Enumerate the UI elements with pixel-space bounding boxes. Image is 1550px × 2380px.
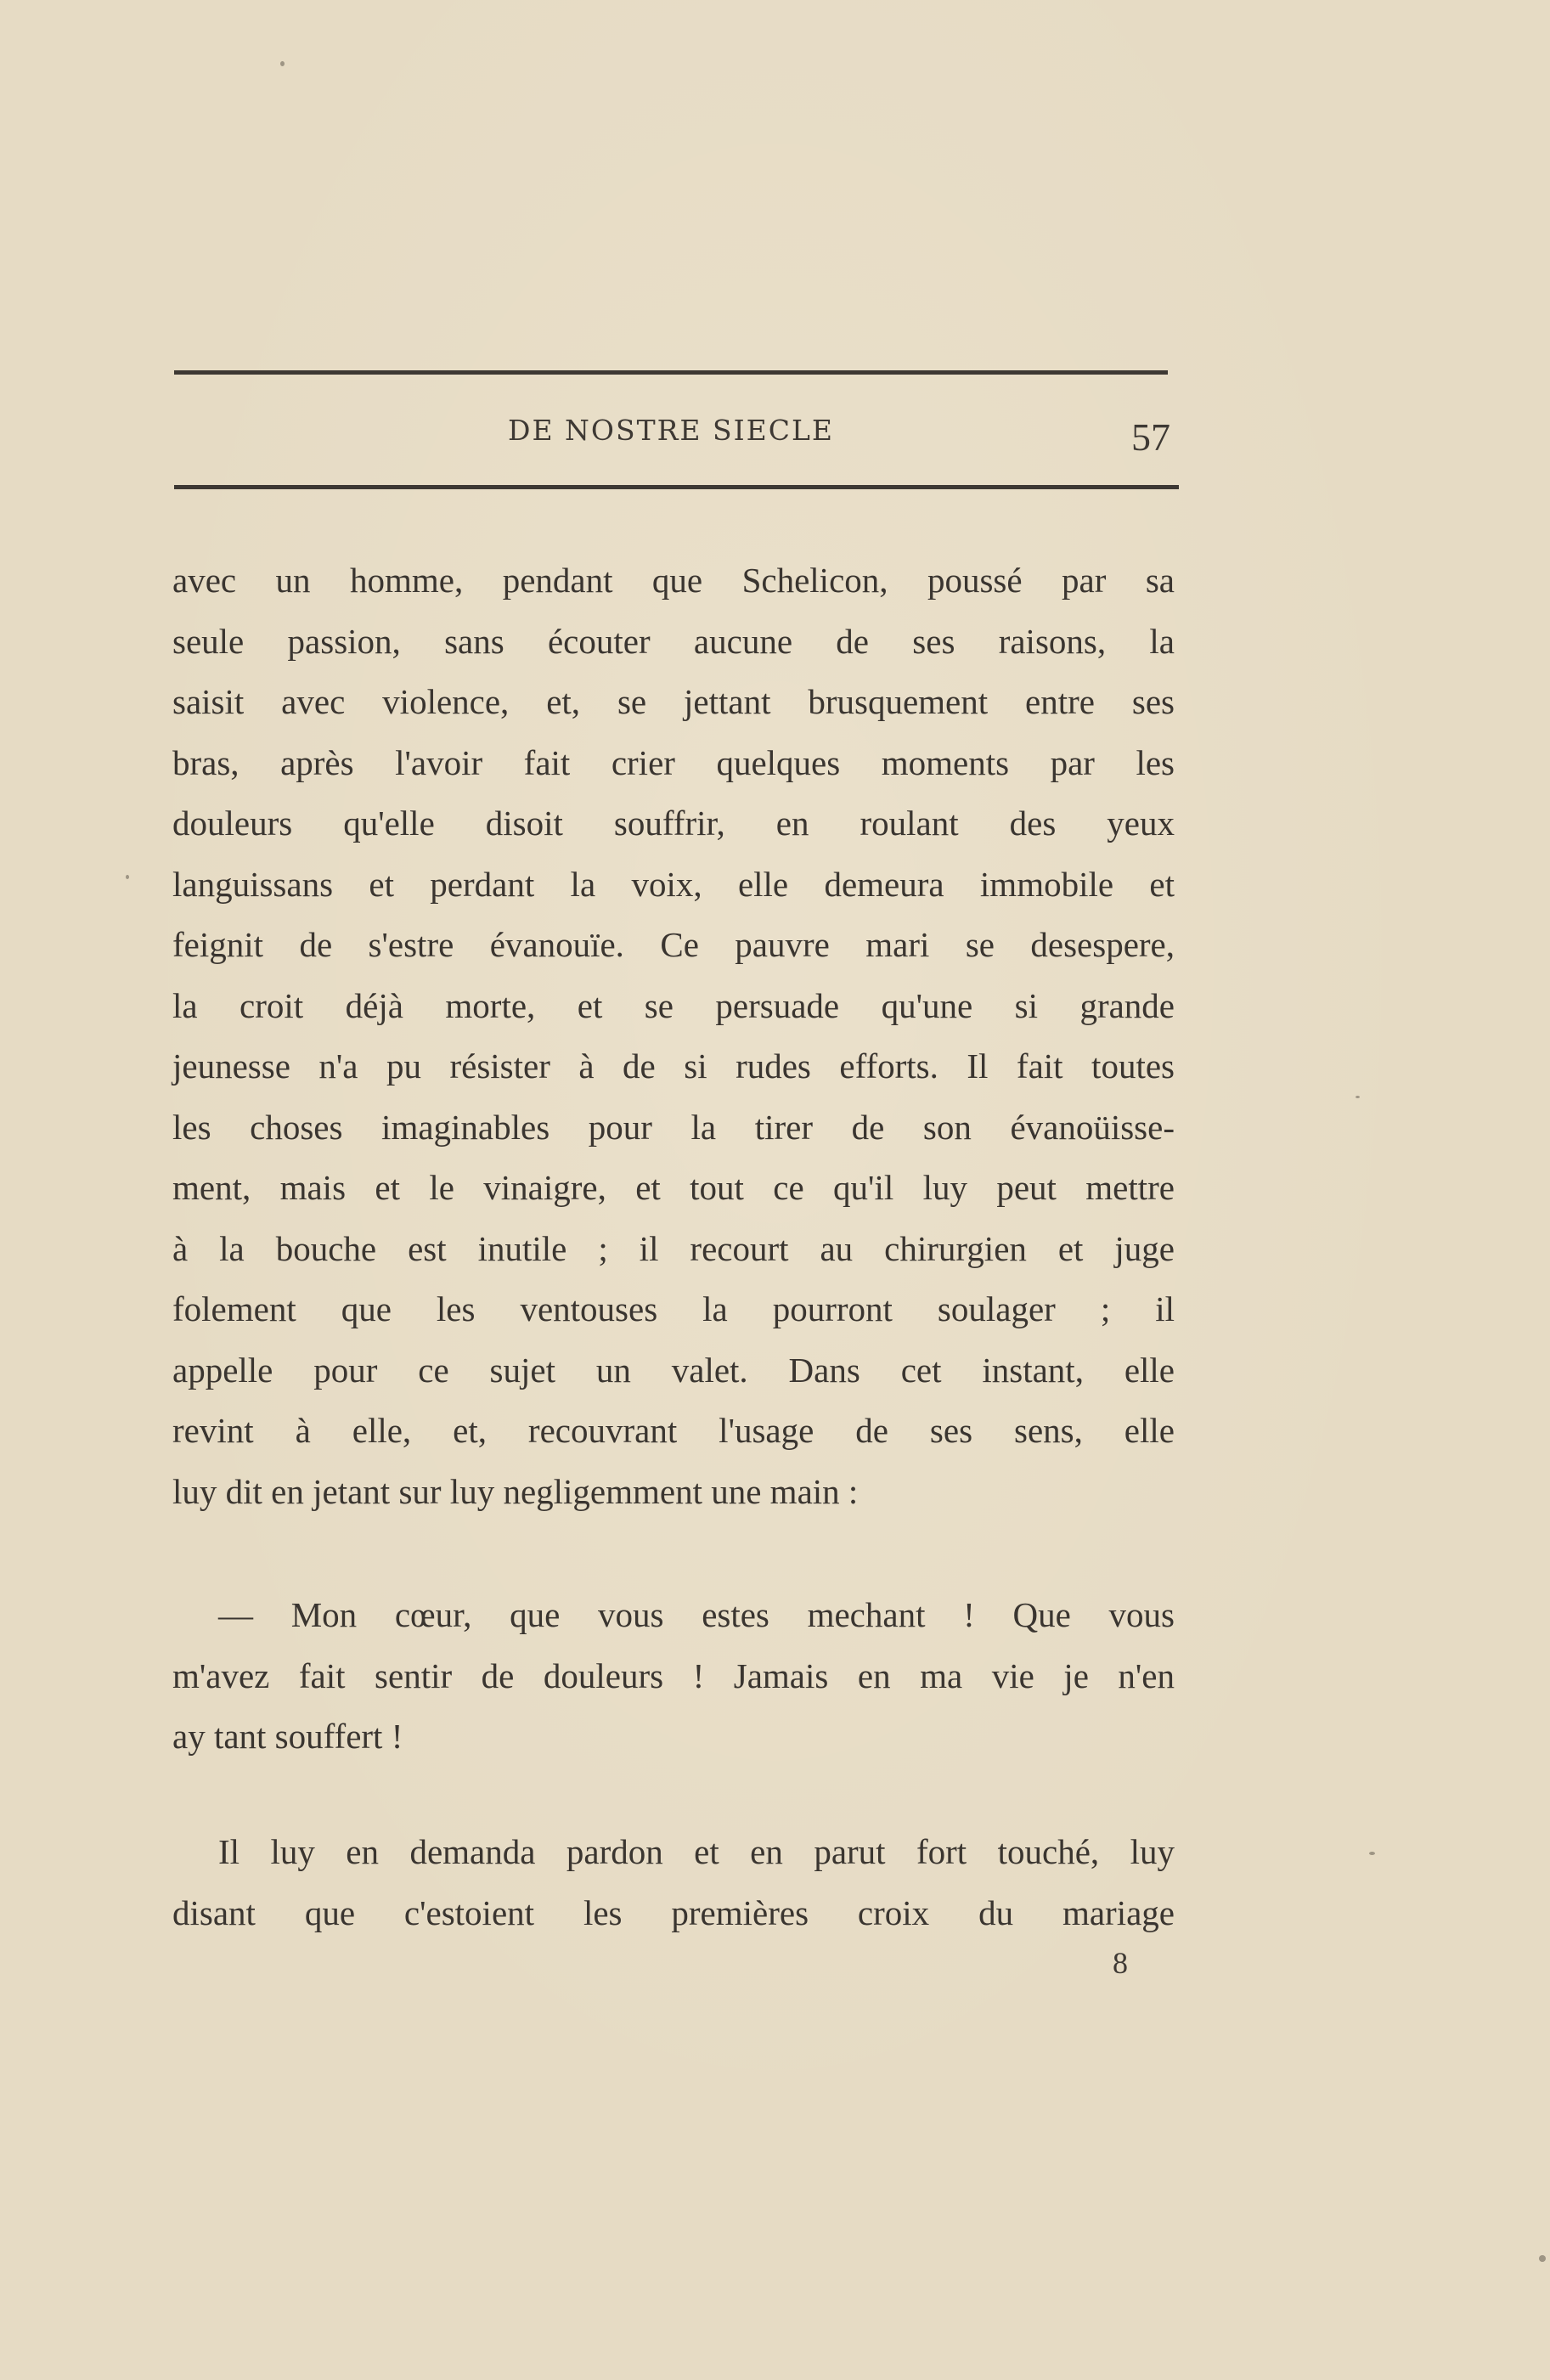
text-line: m'avez fait sentir de douleurs ! Jamais en ma vie je n'en [172,1655,1175,1695]
paper-speck [1356,1096,1360,1098]
paper-speck [1369,1852,1375,1855]
text-line: seule passion, sans écouter aucune de ses raisons, la [172,621,1175,661]
running-title: DE NOSTRE SIECLE [508,414,834,447]
text-line: — Mon cœur, que vous estes mechant ! Que vous [218,1595,1175,1634]
text-line: folement que les ventouses la pourront soulager ; il [172,1289,1175,1328]
text-line: douleurs qu'elle disoit souffrir, en roulant des yeux [172,804,1175,843]
paragraph-3 [172,1822,1175,1943]
paper-speck [126,875,129,879]
text-line: feignit de s'estre évanouïe. Ce pauvre mari se desespere, [172,925,1175,964]
text-line: ment, mais et le vinaigre, et tout ce qu'il luy peut mettre [172,1168,1175,1207]
header-rule-top [174,370,1168,375]
signature-mark: 8 [1113,1946,1128,1980]
text-line: Il luy en demanda pardon et en parut fort touché, luy [218,1832,1175,1871]
text-line: luy dit en jetant sur luy negligemment une main : [172,1471,859,1511]
paragraph-2 [172,1585,1175,1768]
text-line: disant que c'estoient les premières croix du mariage [172,1892,1175,1932]
page-number: 57 [1131,415,1170,459]
text-line: à la bouche est inutile ; il recourt au chirurgien et juge [172,1228,1175,1268]
text-line: jeunesse n'a pu résister à de si rudes efforts. Il fait toutes [172,1046,1175,1086]
paper-speck [280,61,285,66]
text-line: avec un homme, pendant que Schelicon, poussé par sa [172,561,1175,600]
text-line: bras, après l'avoir fait crier quelques moments par les [172,742,1175,782]
text-line: appelle pour ce sujet un valet. Dans cet instant, elle [172,1350,1175,1390]
text-line: la croit déjà morte, et se persuade qu'une si grande [172,985,1175,1025]
text-line: saisit avec violence, et, se jettant brusquement entre ses [172,682,1175,721]
paragraph-1 [172,550,1175,1522]
text-line: languissans et perdant la voix, elle demeura immobile et [172,864,1175,904]
text-line: ay tant souffert ! [172,1717,403,1756]
header-rule-bottom [174,485,1179,489]
paper-speck [1539,2255,1546,2262]
text-line: les choses imaginables pour la tirer de son évanoüisse- [172,1107,1175,1147]
text-line: revint à elle, et, recouvrant l'usage de ses sens, elle [172,1411,1175,1450]
